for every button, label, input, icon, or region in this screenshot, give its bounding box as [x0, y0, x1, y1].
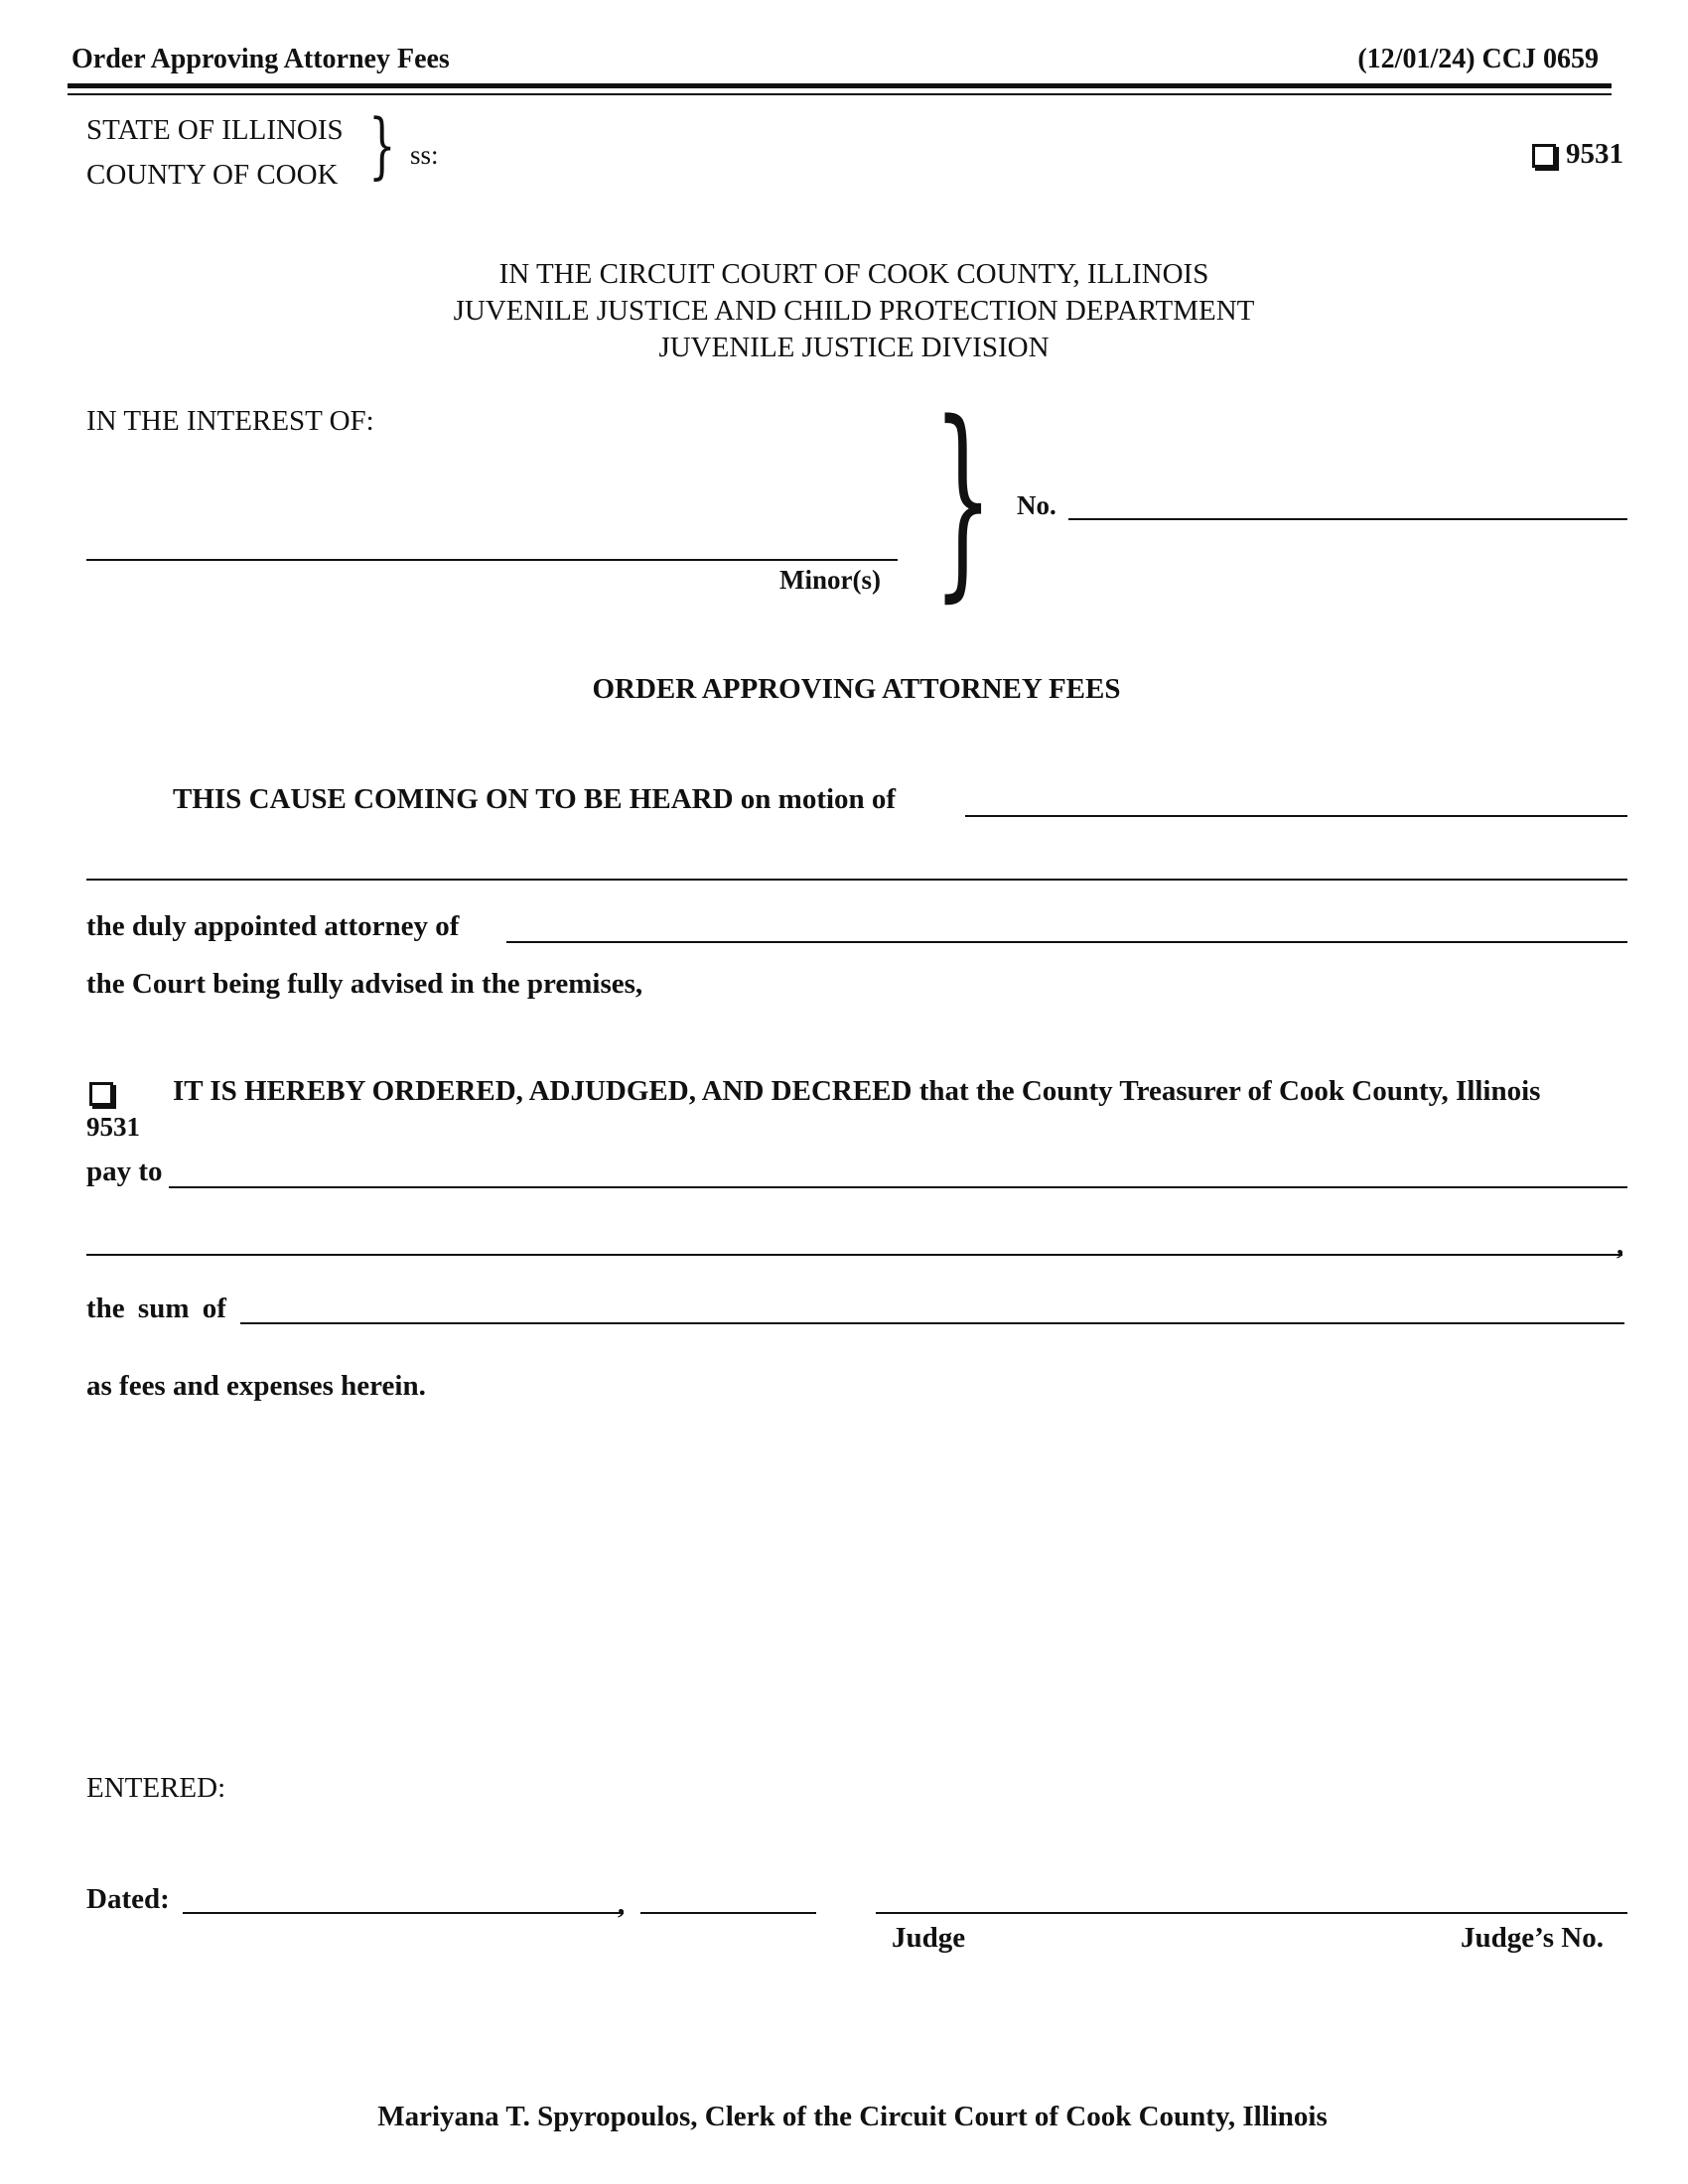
cause-text: THIS CAUSE COMING ON TO BE HEARD on motion of: [173, 783, 897, 815]
form-number-top: 9531: [1566, 138, 1623, 170]
attorney-of-line[interactable]: [506, 941, 1627, 943]
fees-text: as fees and expenses herein.: [86, 1370, 426, 1402]
venue-state: STATE OF ILLINOIS: [86, 114, 344, 146]
form-code: (12/01/24) CCJ 0659: [1357, 44, 1599, 74]
date-comma: ,: [618, 1888, 626, 1920]
attorney-text: the duly appointed attorney of: [86, 910, 460, 942]
header-rule-thick: [68, 83, 1612, 88]
court-line-1: IN THE CIRCUIT COURT OF COOK COUNTY, ILLINOIS: [498, 258, 1209, 290]
order-code: 9531: [86, 1112, 140, 1142]
order-text: IT IS HEREBY ORDERED, ADJUDGED, AND DECREED that the County Treasurer of Cook County, Illinois: [173, 1075, 1541, 1107]
venue-county: COUNTY OF COOK: [86, 159, 339, 191]
header-rule-thin: [68, 93, 1612, 95]
pay-to-line-2[interactable]: [86, 1254, 1622, 1256]
court-line-2: JUVENILE JUSTICE AND CHILD PROTECTION DEPARTMENT: [453, 295, 1255, 327]
judge-signature-line[interactable]: [876, 1912, 1627, 1914]
venue-ss: ss:: [410, 140, 439, 170]
pay-to-line[interactable]: [169, 1186, 1627, 1188]
clerk-footer: Mariyana T. Spyropoulos, Clerk of the Circuit Court of Cook County, Illinois: [377, 2101, 1328, 2132]
caption-brace: }: [932, 377, 993, 620]
case-no-line[interactable]: [1068, 518, 1627, 520]
dated-line[interactable]: [183, 1912, 624, 1914]
minors-label: Minor(s): [779, 565, 881, 595]
pay-to-label: pay to: [86, 1156, 163, 1187]
sum-line[interactable]: [240, 1322, 1624, 1324]
order-9531-checkbox[interactable]: [89, 1082, 113, 1106]
pay-to-comma: ,: [1617, 1229, 1624, 1261]
court-line-3: JUVENILE JUSTICE DIVISION: [658, 332, 1050, 363]
in-interest-of-label: IN THE INTEREST OF:: [86, 405, 374, 437]
minor-name-line[interactable]: [86, 559, 898, 561]
dated-label: Dated:: [86, 1883, 170, 1915]
judge-no-label: Judge’s No.: [1461, 1922, 1604, 1954]
motion-of-line[interactable]: [965, 815, 1627, 817]
sum-label: the sum of: [86, 1293, 226, 1324]
case-no-label: No.: [1017, 490, 1056, 520]
form-title: Order Approving Attorney Fees: [71, 44, 450, 74]
motion-of-line-2[interactable]: [86, 879, 1627, 881]
entered-label: ENTERED:: [86, 1772, 226, 1804]
year-line[interactable]: [640, 1912, 816, 1914]
advised-text: the Court being fully advised in the premises,: [86, 968, 643, 1000]
document-title: ORDER APPROVING ATTORNEY FEES: [592, 673, 1121, 705]
venue-brace: }: [368, 103, 396, 187]
form-9531-checkbox[interactable]: [1532, 144, 1556, 168]
judge-label: Judge: [892, 1922, 966, 1954]
